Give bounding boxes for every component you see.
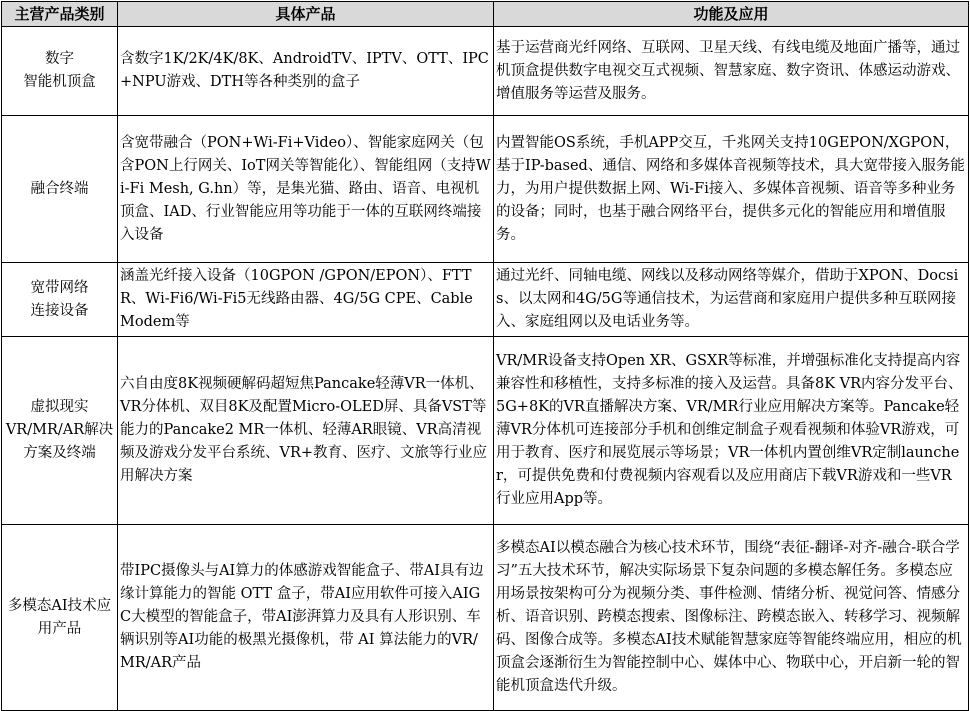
functions-cell: 内置智能OS系统，手机APP交互，千兆网关支持10GEPON/XGPON，基于IP-based、通信、网络和多媒体音视频等技术，具大宽带接入服务能力，为用户提供数据上网、Wi-Fi接入、多媒体音视频、语音等多种业务的设备；同时，也基于融合网络平台，提供多元化的智能应用和增值服务。 xyxy=(494,116,969,263)
products-cell: 含数字1K/2K/4K/8K、AndroidTV、IPTV、OTT、IPC+NPU游戏、DTH等各种类别的盒子 xyxy=(118,27,494,116)
products-cell: 带IPC摄像头与AI算力的体感游戏智能盒子、带AI具有边缘计算能力的智能 OTT 盒子，带AI应用软件可接入AIGC大模型的智能盒子，带AI澎湃算力及具有人形识别、车辆识别等AI功能的极黑光摄像机，带 AI 算法能力的VR/MR/AR产品 xyxy=(118,525,494,711)
products-cell: 含宽带融合（PON+Wi-Fi+Video）、智能家庭网关（包含PON上行网关、IoT网关等智能化）、智能组网（支持Wi-Fi Mesh, G.hn）等，是集光猫、路由、语音、电视机顶盒、IAD、行业智能应用等功能于一体的互联网终端接入设备 xyxy=(118,116,494,263)
table-row xyxy=(2,525,969,711)
product-table xyxy=(1,1,969,711)
header-category: 主营产品类别 xyxy=(2,2,118,27)
table-row xyxy=(2,337,969,525)
functions-cell: 基于运营商光纤网络、互联网、卫星天线、有线电缆及地面广播等，通过机顶盒提供数字电视交互式视频、智慧家庭、数字资讯、体感运动游戏、增值服务等运营及服务。 xyxy=(494,27,969,116)
category-cell: 虚拟现实 VR/MR/AR解决方案及终端 xyxy=(2,337,118,525)
category-cell xyxy=(2,27,118,116)
category-cell: 融合终端 xyxy=(2,116,118,263)
category-cell: 宽带网络 连接设备 xyxy=(2,263,118,337)
header-functions: 功能及应用 xyxy=(494,2,969,27)
category-cell: 多模态AI技术应用产品 xyxy=(2,525,118,711)
table-row xyxy=(2,27,969,116)
header-products: 具体产品 xyxy=(118,2,494,27)
table-row xyxy=(2,263,969,337)
category-line: 数字 智能机顶盒 xyxy=(23,51,96,90)
functions-cell: VR/MR设备支持Open XR、GSXR等标准，并增强标准化支持提高内容兼容性和移植性，支持多标准的接入及运营。具备8K VR内容分发平台、5G+8K的VR直播解决方案、VR/MR行业应用解决方案等。Pancake轻薄VR分体机可连接部分手机和创维定制盒子观看视频和体验VR游戏，可用于教育、医疗和展览展示等场景；VR一体机内置创维VR定制launcher，可提供免费和付费视频内容观看以及应用商店下载VR游戏和一些VR行业应用App等。 xyxy=(494,337,969,525)
products-cell: 六自由度8K视频硬解码超短焦Pancake轻薄VR一体机、VR分体机、双目8K及配置Micro-OLED屏、具备VST等能力的Pancake2 MR一体机、轻薄AR眼镜、VR高清视频及游戏分发平台系统、VR+教育、医疗、文旅等行业应用解决方案 xyxy=(118,337,494,525)
header-row xyxy=(2,2,969,27)
products-cell: 涵盖光纤接入设备（10GPON /GPON/EPON）、FTTR、Wi-Fi6/Wi-Fi5无线路由器、4G/5G CPE、Cable Modem等 xyxy=(118,263,494,337)
functions-cell: 多模态AI以模态融合为核心技术环节，围绕“表征-翻译-对齐-融合-联合学习”五大技术环节，解决实际场景下复杂问题的多模态解任务。多模态应用场景按架构可分为视频分类、事件检测、情绪分析、视觉问答、情感分析、语音识别、跨模态搜索、图像标注、跨模态嵌入、转移学习、视频解码、图像合成等。多模态AI技术赋能智慧家庭等智能终端应用，相应的机顶盒会逐渐衍生为智能控制中心、媒体中心、物联中心，开启新一轮的智能机顶盒迭代升级。 xyxy=(494,525,969,711)
table-row xyxy=(2,116,969,263)
functions-cell: 通过光纤、同轴电缆、网线以及移动网络等媒介，借助于XPON、Docsis、以太网和4G/5G等通信技术，为运营商和家庭用户提供多种互联网接入、家庭组网以及电话业务等。 xyxy=(494,263,969,337)
